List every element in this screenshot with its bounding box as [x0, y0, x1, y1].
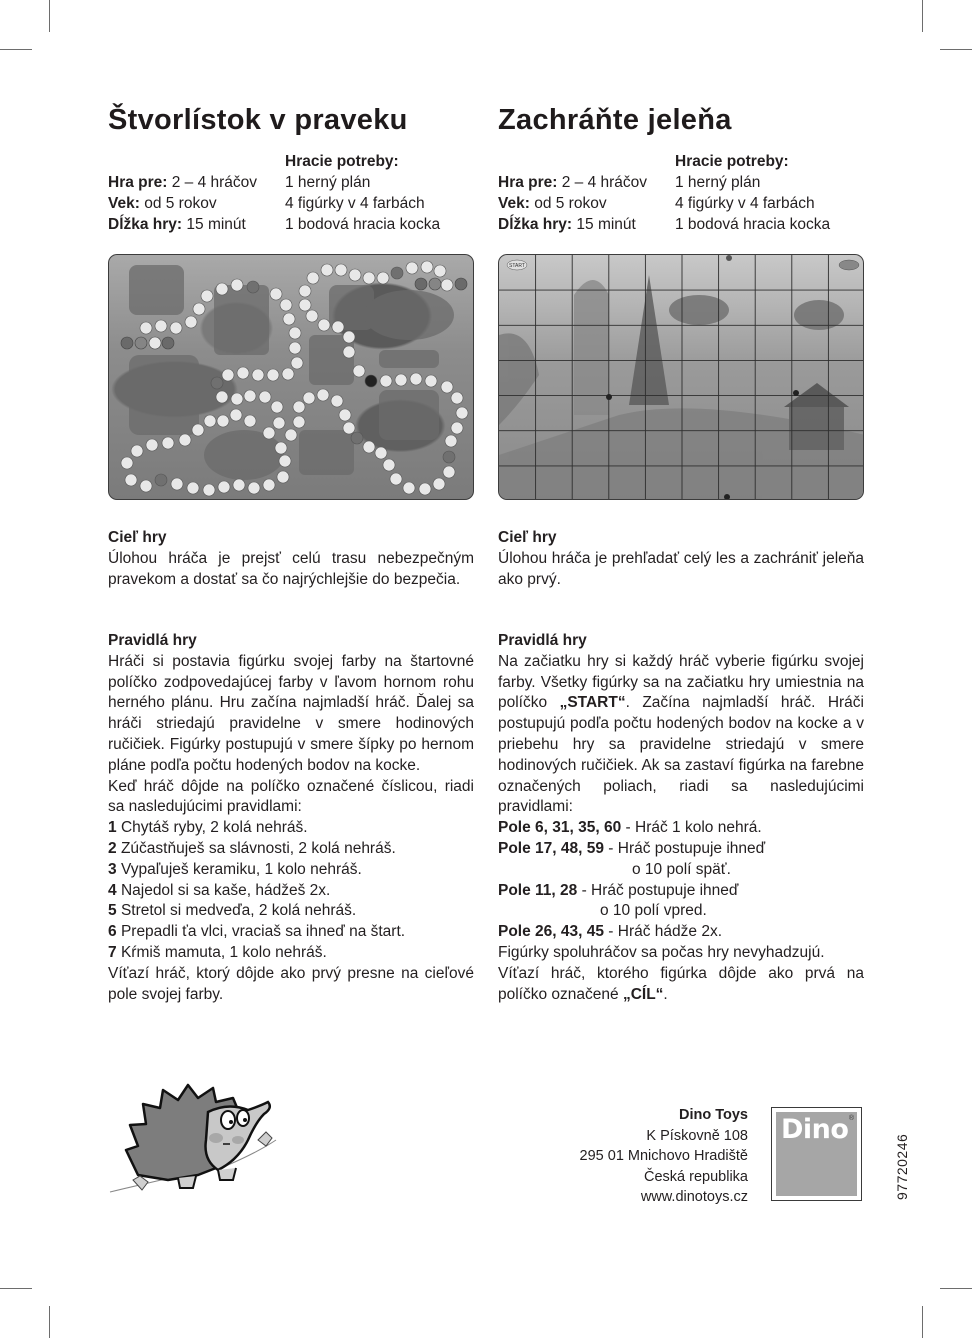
supplies-list — [285, 151, 440, 235]
rules-outro: Víťazí hráč, ktorý dôjde ako prvý presne na cieľové pole svojej farby. — [108, 964, 474, 1003]
goal-text: Úlohou hráča je prejsť celú trasu nebezpečným pravekom a dostať sa čo najrýchlejšie do bezpečia. — [108, 549, 474, 588]
supplies-title: Hracie potreby: — [675, 153, 789, 170]
supplies-list — [675, 151, 830, 235]
crop-mark — [49, 1306, 50, 1338]
supply-item: 1 herný plán — [675, 174, 761, 191]
rules-section — [498, 631, 864, 1005]
duration-value: 15 minút — [186, 216, 246, 233]
duration-label: Dĺžka hry: — [498, 216, 573, 233]
players-label: Hra pre: — [108, 174, 168, 191]
prehistoric-board-image — [108, 254, 474, 500]
field-rule: Pole 11, 28 - Hráč postupuje ihneď — [498, 881, 739, 899]
game-basics — [108, 172, 257, 235]
numbered-rule: 2 Zúčastňuješ sa slávnosti, 2 kolá nehráš. — [108, 839, 396, 857]
goal-quote: „CÍL“ — [622, 985, 664, 1003]
crop-mark — [49, 0, 50, 32]
company-name: Dino Toys — [678, 1107, 748, 1123]
website-link[interactable]: www.dinotoys.cz — [640, 1189, 748, 1205]
supplies-title: Hracie potreby: — [285, 153, 399, 170]
supply-item: 4 figúrky v 4 farbách — [285, 195, 425, 212]
logo-text: Dino — [781, 1114, 849, 1145]
game-column-forest — [498, 100, 864, 1003]
game-column-prehistoric — [108, 100, 474, 1003]
forest-board-image — [498, 254, 864, 500]
game-title: Štvorlístok v praveku — [108, 104, 408, 136]
product-code: 97720246 — [894, 1133, 910, 1200]
duration-label: Dĺžka hry: — [108, 216, 183, 233]
duration-value: 15 minút — [576, 216, 636, 233]
supply-item: 1 herný plán — [285, 174, 371, 191]
numbered-rule: 6 Prepadli ťa vlci, vraciaš sa ihneď na štart. — [108, 923, 406, 941]
rules-outro: Víťazí hráč, ktorého figúrka dôjde ako prvá na políčko označené „CÍL“. — [498, 964, 864, 1003]
goal-section — [108, 528, 474, 590]
game-info — [108, 151, 474, 239]
start-quote: „START“ — [559, 694, 626, 712]
age-label: Vek: — [108, 195, 140, 212]
crop-mark — [0, 49, 32, 50]
players-label: Hra pre: — [498, 174, 558, 191]
field-rule: Pole 26, 43, 45 - Hráč hádže 2x. — [498, 923, 723, 941]
rules-section — [108, 631, 474, 1005]
age-value: od 5 rokov — [144, 195, 217, 212]
goal-heading: Cieľ hry — [108, 529, 167, 546]
numbered-rule: 1 Chytáš ryby, 2 kolá nehráš. — [108, 819, 308, 837]
numbered-rule: 7 Kŕmiš mamuta, 1 kolo nehráš. — [108, 943, 327, 961]
game-info — [498, 151, 864, 239]
age-value: od 5 rokov — [534, 195, 607, 212]
rules-numbered-intro: Keď hráč dôjde na políčko označené číslicou, riadi sa nasledujúcimi pravidlami: — [108, 777, 474, 816]
board-grid-icon — [499, 255, 864, 500]
crop-mark — [922, 1306, 923, 1338]
board-path-icon — [109, 255, 474, 500]
rules-heading: Pravidlá hry — [498, 632, 587, 649]
field-rule: Pole 17, 48, 59 - Hráč postupuje ihneď — [498, 839, 766, 857]
supply-item: 4 figúrky v 4 farbách — [675, 195, 815, 212]
goal-text: Úlohou hráča je prehľadať celý les a zachrániť jeleňa ako prvý. — [498, 549, 864, 588]
rules-heading: Pravidlá hry — [108, 632, 197, 649]
rules-intro: Na začiatku hry si každý hráč vyberie figúrku svojej farby. Všetky figúrky sa na začiatku hry umiestnia na políčko „START“. Začína najmladší hráč. Hráči postupujú podľa počtu hodených bodov na kocke a v priebehu hry sa pravidelne striedajú v smere hodinových ručičiek. Ak sa zastaví figúrka na farebne označených poliach, riadi sa nasledujúcimi pravidlami: — [498, 652, 864, 816]
address-line: 295 01 Mnichovo Hradiště — [579, 1148, 748, 1164]
age-label: Vek: — [498, 195, 530, 212]
field-rule: Pole 6, 31, 35, 60 - Hráč 1 kolo nehrá. — [498, 819, 762, 837]
game-title: Zachráňte jeleňa — [498, 104, 732, 136]
crop-mark — [0, 1288, 32, 1289]
numbered-rule: 3 Vypaľuješ keramiku, 1 kolo nehráš. — [108, 860, 362, 878]
dino-logo — [771, 1107, 862, 1201]
field-rule-continuation: o 10 polí vpred. — [600, 902, 707, 920]
goal-heading: Cieľ hry — [498, 529, 557, 546]
registered-icon: ® — [848, 1115, 854, 1122]
game-basics — [498, 172, 647, 235]
start-label: START — [509, 263, 525, 269]
rules-intro: Hráči si postavia figúrku svojej farby na štartovné políčko zodpovedajúcej farby v ľavom hornom rohu herného plánu. Hru začína najmladší hráč. Ďalej sa hráči striedajú pravidelne v smere hodinových ručičiek. Figúrky postupujú v smere šípky po hernom pláne podľa počtu hodených bodov na kocke. — [108, 652, 474, 774]
rules-note: Figúrky spoluhráčov sa počas hry nevyhadzujú. — [498, 943, 825, 961]
supply-item: 1 bodová hracia kocka — [675, 216, 831, 233]
crop-mark — [940, 49, 972, 50]
field-rule-continuation: o 10 polí späť. — [632, 860, 731, 878]
crop-mark — [922, 0, 923, 32]
goal-section — [498, 528, 864, 590]
supply-item: 1 bodová hracia kocka — [285, 216, 441, 233]
address-line: K Pískovně 108 — [646, 1127, 748, 1144]
players-value: 2 – 4 hráčov — [171, 174, 258, 191]
crop-mark — [940, 1288, 972, 1289]
numbered-rule: 5 Stretol si medveďa, 2 kolá nehráš. — [108, 902, 357, 920]
address-line: Česká republika — [644, 1168, 748, 1185]
players-value: 2 – 4 hráčov — [561, 174, 648, 191]
hedgehog-icon — [108, 1080, 278, 1200]
hedgehog-illustration — [108, 1080, 278, 1200]
numbered-rule: 4 Najedol si sa kaše, hádžeš 2x. — [108, 881, 331, 899]
company-address — [580, 1105, 748, 1208]
